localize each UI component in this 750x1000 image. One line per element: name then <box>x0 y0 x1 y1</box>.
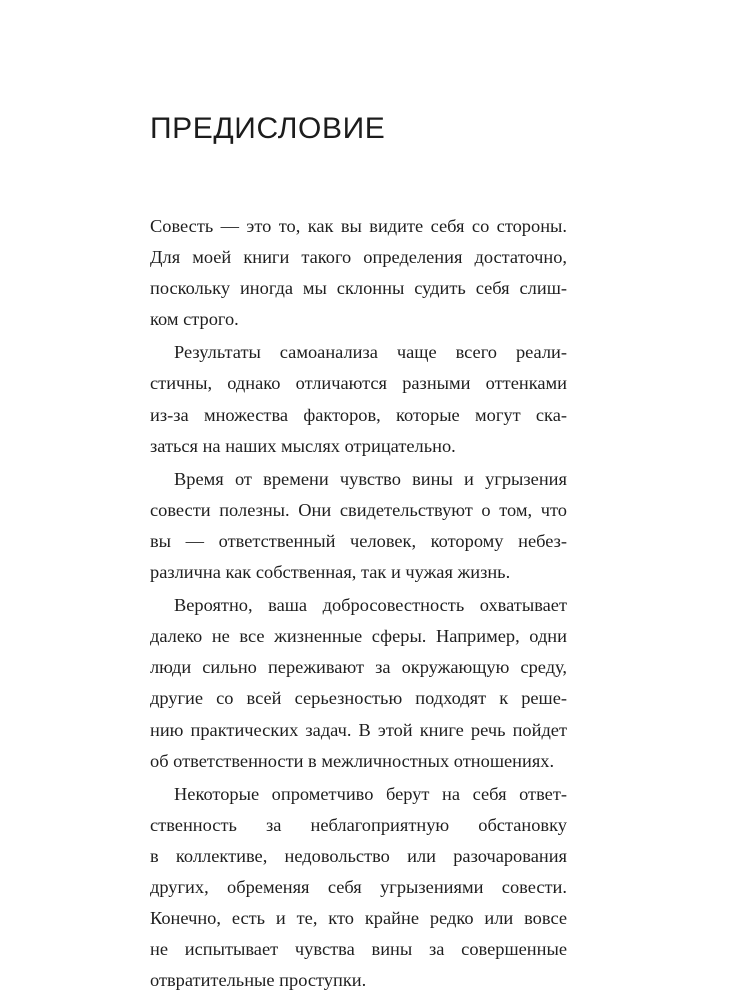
text-line: Вероятно, ваша добросовестность охватывает <box>174 595 567 616</box>
text-line: об ответственности в межличностных отношениях. <box>150 750 555 771</box>
text-line: далеко не все жизненные сферы. Например, одни <box>150 626 567 647</box>
text-line: не испытывает чувства вины за совершенные <box>150 939 567 960</box>
text-line: в коллективе, недовольство или разочарования <box>150 845 567 866</box>
text-line: заться на наших мыслях отрицательно. <box>150 435 456 456</box>
text-line: совести полезны. Они свидетельствуют о том, что <box>150 499 567 520</box>
text-line: поскольку иногда мы склонны судить себя слиш- <box>150 278 567 299</box>
text-line: стичны, однако отличаются разными оттенками <box>150 373 567 394</box>
text-line: нию практических задач. В этой книге речь пойдет <box>150 719 567 740</box>
text-line: ственность за неблагоприятную обстановку <box>150 814 567 835</box>
text-line: Некоторые опрометчиво берут на себя ответ- <box>174 783 567 804</box>
text-line: вы — ответственный человек, которому небез- <box>150 530 567 551</box>
text-line: люди сильно переживают за окружающую среду, <box>150 657 567 678</box>
text-line: ком строго. <box>150 309 239 330</box>
text-line: Конечно, есть и те, кто крайне редко или вовсе <box>150 908 567 929</box>
text-line: Время от времени чувство вины и угрызения <box>174 468 567 489</box>
text-line: Результаты самоанализа чаще всего реали- <box>174 342 567 363</box>
text-line: Совесть — это то, как вы видите себя со стороны. <box>150 216 567 236</box>
text-line: различна как собственная, так и чужая жизнь. <box>150 562 511 583</box>
chapter-title: ПРЕДИСЛОВИЕ <box>150 112 386 145</box>
text-line: Для моей книги такого определения достаточно, <box>150 247 567 268</box>
text-line: отвратительные проступки. <box>150 970 367 991</box>
text-line: из-за множества факторов, которые могут ска- <box>150 404 567 425</box>
text-line: других, обременяя себя угрызениями совести. <box>150 876 567 897</box>
text-line: другие со всей серьезностью подходят к реше- <box>150 688 567 709</box>
body-text <box>150 211 567 996</box>
